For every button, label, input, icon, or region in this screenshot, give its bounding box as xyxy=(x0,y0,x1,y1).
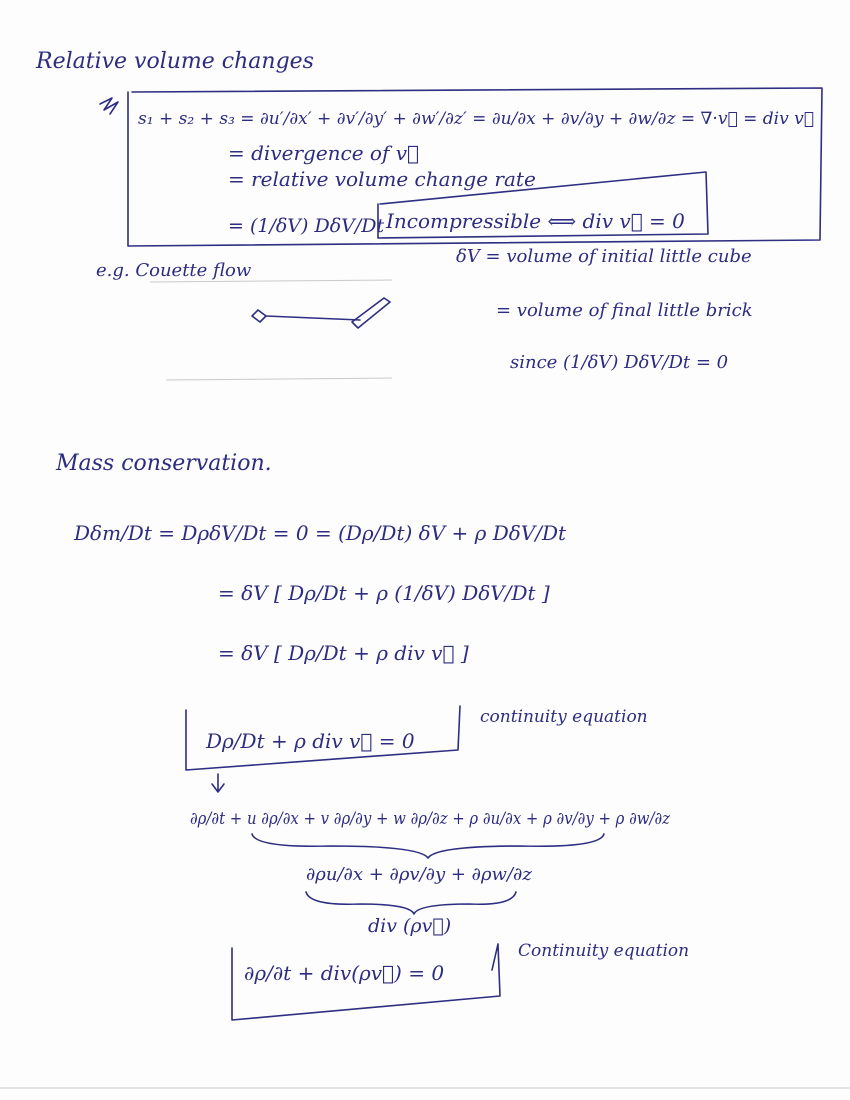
mass-eq-3: = δV [ Dρ/Dt + ρ div v⃗ ] xyxy=(218,641,469,665)
flow-line xyxy=(266,316,360,320)
mass-eq-2: = δV [ Dρ/Dt + ρ (1/δV) DδV/Dt ] xyxy=(218,581,550,605)
continuity-label-2: Continuity equation xyxy=(518,941,690,961)
brace-upper xyxy=(252,834,604,858)
mass-eq-1: Dδm/Dt = DρδV/Dt = 0 = (Dρ/Dt) δV + ρ DδV/Dt xyxy=(74,521,567,545)
couette-lower-wall xyxy=(166,378,392,380)
eq-strain-sum: s₁ + s₂ + s₃ = ∂u′/∂x′ + ∂v′/∂y′ + ∂w′/∂z′ = ∂u/∂x + ∂v/∂y + ∂w/∂z = ∇·v⃗ = div v⃗ xyxy=(138,109,815,129)
incompressible-note: Incompressible ⟺ div v⃗ = 0 xyxy=(386,209,685,233)
div-rho-v: div (ρv⃗) xyxy=(368,915,452,937)
continuity-boxed-2: ∂ρ/∂t + div(ρv⃗) = 0 xyxy=(244,961,445,985)
since-note: since (1/δV) DδV/Dt = 0 xyxy=(510,352,729,373)
couette-figure xyxy=(252,298,390,328)
heading-relative-volume: Relative volume changes xyxy=(36,49,314,74)
continuity-label-1: continuity equation xyxy=(480,707,648,727)
eq-rate-line: = relative volume change rate xyxy=(228,167,536,191)
final-brick-shape xyxy=(352,298,390,328)
grouped-eq: ∂ρu/∂x + ∂ρv/∂y + ∂ρw/∂z xyxy=(306,864,532,885)
expanded-eq: ∂ρ/∂t + u ∂ρ/∂x + v ∂ρ/∂y + w ∂ρ/∂z + ρ ∂u/∂x + ρ ∂v/∂y + ρ ∂w/∂z xyxy=(190,809,671,829)
dv-definition: δV = volume of initial little cube xyxy=(456,246,752,267)
eq-divergence-line: = divergence of v⃗ xyxy=(228,141,420,165)
dv-final: = volume of final little brick xyxy=(496,300,753,321)
down-arrow xyxy=(212,774,224,792)
brace-lower xyxy=(306,892,516,914)
heading-mass-conservation: Mass conservation. xyxy=(56,451,272,476)
ink-scribble xyxy=(100,98,118,114)
initial-cube-shape xyxy=(252,310,266,322)
eq-material-line: = (1/δV) DδV/Dt xyxy=(228,215,385,237)
example-label: e.g. Couette flow xyxy=(96,260,252,281)
continuity-boxed-1: Dρ/Dt + ρ div v⃗ = 0 xyxy=(206,729,415,753)
